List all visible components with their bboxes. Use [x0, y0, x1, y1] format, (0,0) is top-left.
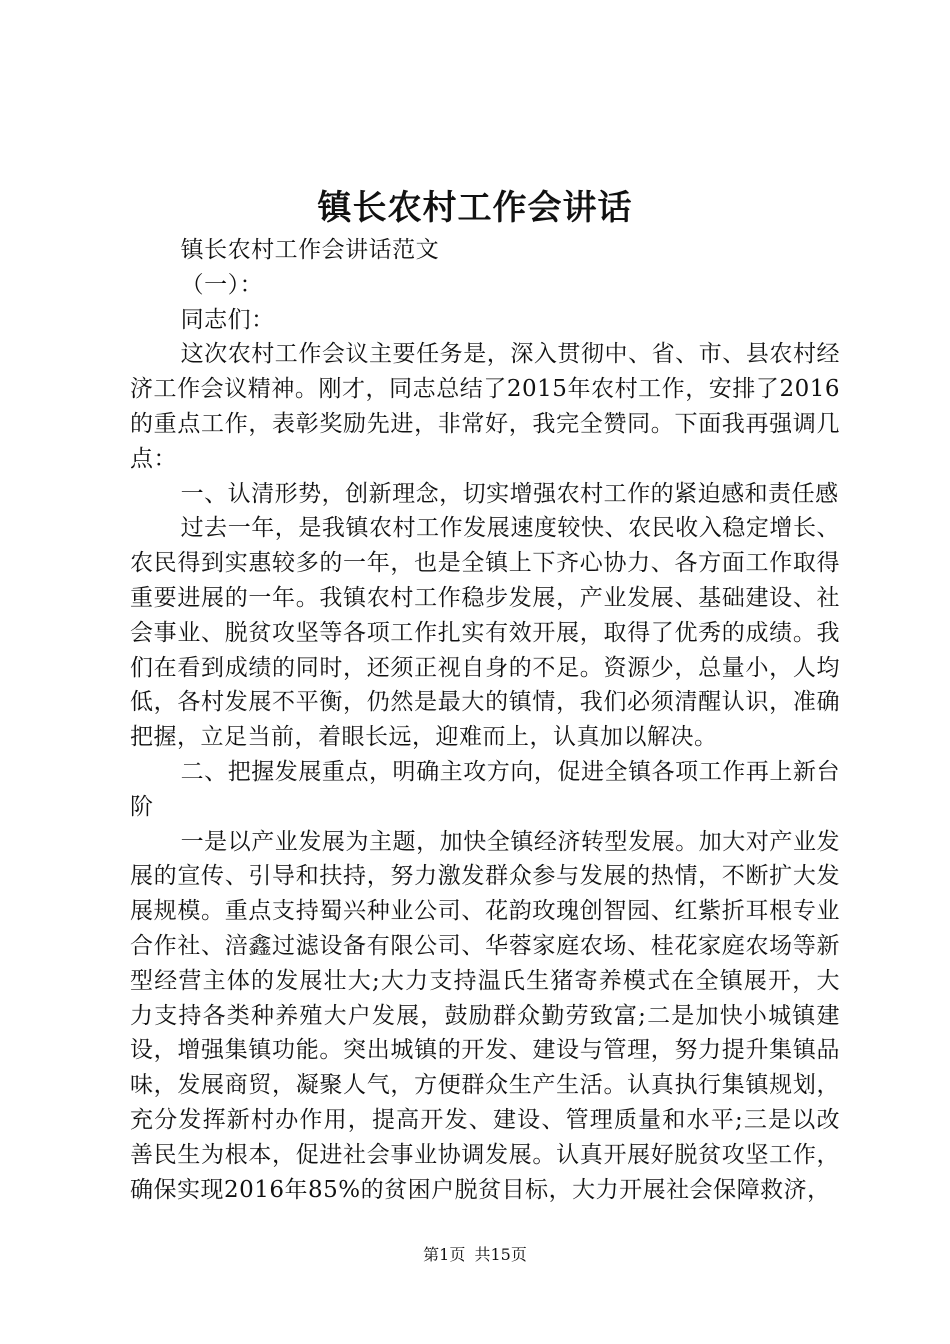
page-total: 共15页 — [474, 1245, 527, 1264]
document-body — [130, 233, 840, 1207]
review-paragraph: 过去一年，是我镇农村工作发展速度较快、农民收入稳定增长、农民得到实惠较多的一年，也是全镇上下齐心协力、各方面工作取得重要进展的一年。我镇农村工作稳步发展，产业发展、基础建设、社会事业、脱贫攻坚等各项工作扎实有效开展，取得了优秀的成绩。我们在看到成绩的同时，还须正视自身的不足。资源少，总量小，人均低，各村发展不平衡，仍然是最大的镇情，我们必须清醒认识，准确把握，立足当前，着眼长远，迎难而上，认真加以解决。 — [130, 515, 840, 751]
page-footer — [0, 1243, 950, 1267]
heading-one-paragraph: 一、认清形势，创新理念，切实增强农村工作的紧迫感和责任感 — [180, 480, 839, 507]
heading-two-paragraph: 二、把握发展重点，明确主攻方向，促进全镇各项工作再上新台阶 — [130, 758, 840, 820]
intro-paragraph: 这次农村工作会议主要任务是，深入贯彻中、省、市、县农村经济工作会议精神。刚才，同志总结了2015年农村工作，安排了2016的重点工作，表彰奖励先进，非常好，我完全赞同。下面我再强调几点： — [130, 341, 840, 472]
page-title: 镇长农村工作会讲话 — [317, 188, 633, 228]
subtitle-paragraph: 镇长农村工作会讲话范文 — [180, 237, 440, 263]
page-number: 第1页 — [423, 1245, 466, 1264]
salutation-paragraph: 同志们： — [180, 306, 275, 333]
priorities-paragraph: 一是以产业发展为主题，加快全镇经济转型发展。加大对产业发展的宣传、引导和扶持，努力激发群众参与发展的热情，不断扩大发展规模。重点支持蜀兴种业公司、花韵玫瑰创智园、红紫折耳根专业合作社、涪鑫过滤设备有限公司、华蓉家庭农场、桂花家庭农场等新型经营主体的发展壮大;大力支持温氏生猪寄养模式在全镇展开，大力支持各类种养殖大户发展，鼓励群众勤劳致富;二是加快小城镇建设，增强集镇功能。突出城镇的开发、建设与管理，努力提升集镇品味，发展商贸，凝聚人气，方便群众生产生活。认真执行集镇规划，充分发挥新村办作用，提高开发、建设、管理质量和水平;三是以改善民生为根本，促进社会事业协调发展。认真开展好脱贫攻坚工作，确保实现2016年85%的贫困户脱贫目标，大力开展社会保障救济， — [130, 828, 840, 1203]
section-marker-paragraph: （一）： — [180, 271, 264, 298]
